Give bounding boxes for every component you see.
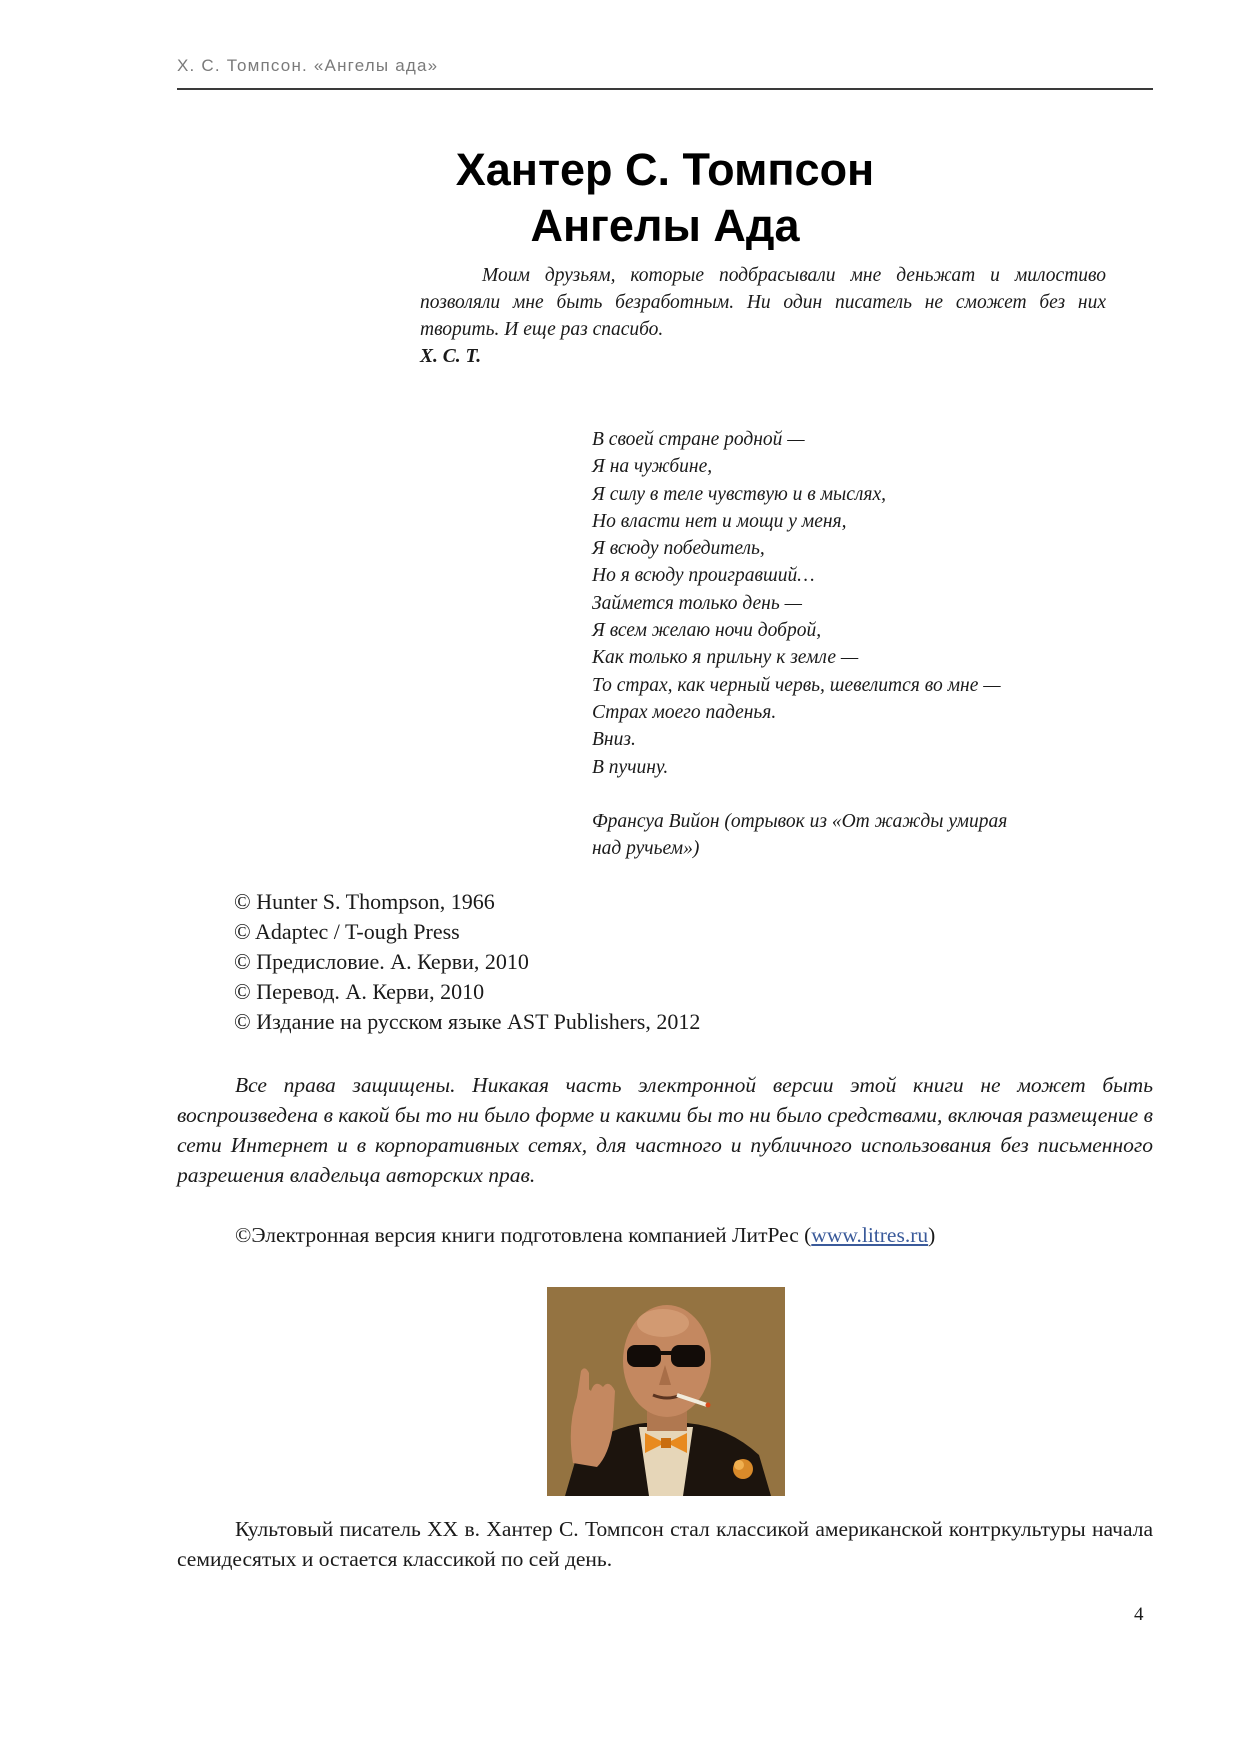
epigraph-poem <box>592 426 1112 862</box>
copyright-line: © Hunter S. Thompson, 1966 <box>234 889 495 914</box>
poem-line: Я силу в теле чувствую и в мыслях, <box>592 483 886 505</box>
author-title: Хантер С. Томпсон <box>455 144 875 195</box>
copyright-list <box>234 887 700 1037</box>
page-number: 4 <box>1134 1604 1144 1625</box>
poem-line: Как только я прильну к земле — <box>592 647 859 669</box>
poem-line: Вниз. <box>592 729 636 751</box>
book-blurb <box>177 1514 1153 1574</box>
poem-line: Я на чужбине, <box>592 456 713 478</box>
book-title: Ангелы Ада <box>530 200 800 251</box>
copyright-line: © Перевод. А. Керви, 2010 <box>234 979 485 1004</box>
attribution-line: над ручьем») <box>592 838 700 860</box>
dedication-text: Моим друзьям, которые подбрасывали мне деньжат и милостиво позволяли мне быть безработным. Ни один писатель не сможет без них творить. И еще раз спасибо. <box>420 265 1106 340</box>
rights-text: Все права защищены. Никакая часть электронной версии этой книги не может быть воспроизведена в какой бы то ни было форме и какими бы то ни было средствами, включая размещение в сети Интернет и в корпоративных сетях, для частного и публичного использования без письменного разрешения владельца авторских прав. <box>177 1073 1153 1187</box>
litres-link[interactable]: www.litres.ru <box>811 1223 929 1247</box>
poem-line: Займется только день — <box>592 592 802 614</box>
poem-line: Но власти нет и мощи у меня, <box>592 510 847 532</box>
litres-suffix: ) <box>928 1223 936 1247</box>
epigraph-attribution <box>592 808 1112 863</box>
rights-notice <box>177 1070 1153 1190</box>
poem-line: Но я всюду проигравший… <box>592 565 815 587</box>
poem-line: Страх моего паденья. <box>592 701 777 723</box>
poem-line: Я всем желаю ночи доброй, <box>592 620 822 642</box>
blurb-text: Культовый писатель XX в. Хантер С. Томпсон стал классикой американской контркультуры начала семидесятых и остается классикой по сей день. <box>177 1517 1153 1571</box>
dedication-signature: Х. С. Т. <box>420 346 482 367</box>
header-rule <box>177 88 1153 90</box>
dedication <box>420 262 1106 370</box>
copyright-line: © Издание на русском языке AST Publishers, 2012 <box>234 1009 701 1034</box>
litres-credit <box>235 1220 935 1250</box>
poem-line: То страх, как черный червь, шевелится во мне — <box>592 674 1001 696</box>
title-block <box>380 142 950 254</box>
poem-line: В своей стране родной — <box>592 429 805 450</box>
poem-line: Я всюду победитель, <box>592 538 765 560</box>
running-head: Х. С. Томпсон. «Ангелы ада» <box>177 56 439 75</box>
copyright-line: © Предисловие. А. Керви, 2010 <box>234 949 529 974</box>
author-portrait <box>547 1287 785 1496</box>
poem-line: В пучину. <box>592 756 669 778</box>
attribution-line: Франсуа Вийон (отрывок из «От жажды умирая <box>592 810 1008 832</box>
copyright-line: © Adaptec / T-ough Press <box>234 919 460 944</box>
litres-prefix: ©Электронная версия книги подготовлена компанией ЛитРес ( <box>235 1223 812 1247</box>
